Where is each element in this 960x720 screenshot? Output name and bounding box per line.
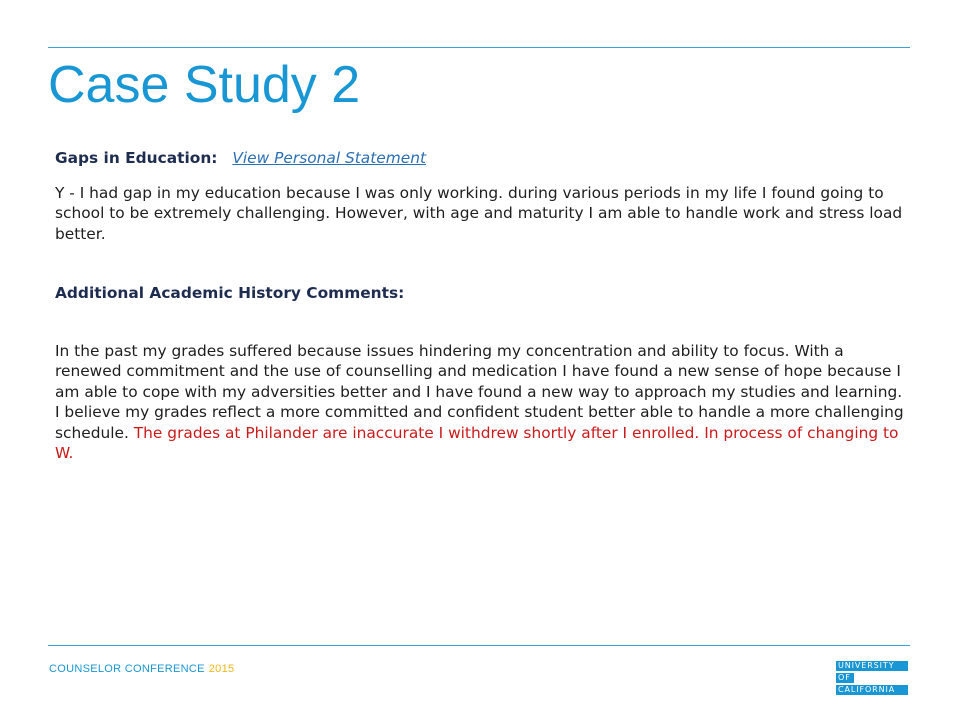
bottom-divider <box>48 645 910 646</box>
logo-line-of: OF <box>836 673 854 683</box>
academic-history-heading: Additional Academic History Comments: <box>55 284 405 302</box>
logo-line-university: UNIVERSITY <box>836 661 908 671</box>
view-personal-statement-link[interactable]: View Personal Statement <box>232 149 426 167</box>
slide-title: Case Study 2 <box>48 56 361 114</box>
footer-conference-label <box>49 662 234 676</box>
academic-history-text: In the past my grades suffered because issues hindering my concentration and ability to focus. With a renewed commitment and the use of counselling and medication I have found a new sense of hope because I am able to cope with my adversities better and I have found a new way to approach my studies and learning. I believe my grades reflect a more committed and confident student better able to handle a more challenging schedule. <box>55 341 904 442</box>
university-of-california-logo <box>836 661 908 697</box>
footer-year: 2015 <box>208 663 235 675</box>
logo-line-california: CALIFORNIA <box>836 685 908 695</box>
gaps-body: Y - I had gap in my education because I was only working. during various periods in my life I found going to school to be extremely challenging. However, with age and maturity I am able to handle work and stress load better. <box>55 183 903 243</box>
footer-label: COUNSELOR CONFERENCE <box>49 663 205 675</box>
slide-content <box>55 148 905 464</box>
gaps-heading: Gaps in Education: <box>55 149 218 167</box>
academic-history-note: The grades at Philander are inaccurate I withdrew shortly after I enrolled. In process of changing to W. <box>55 423 899 462</box>
top-divider <box>48 47 910 48</box>
gaps-heading-row <box>55 148 905 169</box>
academic-history-body <box>55 341 905 464</box>
